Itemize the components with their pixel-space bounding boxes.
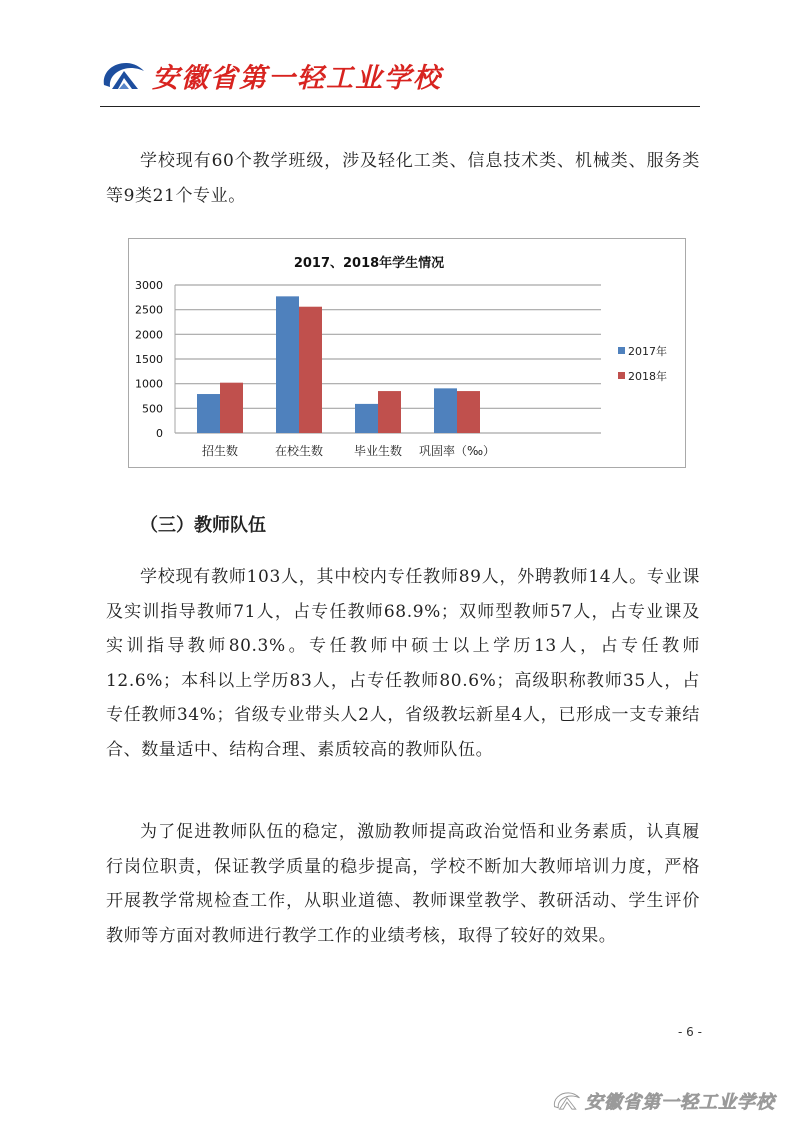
footer-logo-icon [552, 1090, 582, 1112]
bar-2018-3 [457, 391, 480, 433]
legend-label: 2018年 [628, 370, 667, 383]
legend-label: 2017年 [628, 345, 667, 358]
school-logo [100, 56, 442, 95]
chart-canvas [129, 239, 685, 467]
x-category-label: 招生数 [201, 444, 239, 458]
legend-swatch [618, 347, 625, 354]
y-tick-label: 1000 [135, 377, 163, 391]
footer-watermark [552, 1088, 775, 1114]
y-tick-label: 2500 [135, 303, 163, 317]
page-header [100, 50, 700, 105]
bar-2018-1 [299, 307, 322, 433]
x-category-label: 巩固率（‰） [418, 444, 496, 458]
x-category-label: 毕业生数 [353, 444, 403, 458]
chart-title: 2017、2018年学生情况 [293, 256, 445, 271]
school-name: 安徽省第一轻工业学校 [152, 63, 442, 94]
school-logo-icon [100, 59, 148, 93]
y-tick-label: 3000 [135, 279, 163, 292]
bar-2017-2 [355, 404, 378, 433]
student-chart [128, 238, 686, 468]
teachers-paragraph-1: 学校现有教师103人，其中校内专任教师89人，外聘教师14人。专业课及实训指导教师71人，占专任教师68.9%；双师型教师57人，占专业课及实训指导教师80.3%。专任教师中硕士以上学历13人，占专任教师12.6%；本科以上学历83人，占专任教师80.6%；高级职称教师35人，占专任教师34%；省级专业带头人2人，省级教坛新星4人，已形成一支专兼结合、数量适中、结构合理、素质较高的教师队伍。 [106, 567, 700, 760]
footer-school-name: 安徽省第一轻工业学校 [585, 1092, 775, 1113]
page-number: - 6 - [678, 1025, 702, 1039]
legend-swatch [618, 372, 625, 379]
bar-2018-0 [220, 383, 243, 433]
bar-2018-2 [378, 391, 401, 433]
bar-2017-0 [197, 394, 220, 433]
y-tick-label: 1500 [135, 353, 163, 366]
intro-paragraph: 学校现有60个教学班级，涉及轻化工类、信息技术类、机械类、服务类等9类21个专业。 [106, 151, 700, 206]
teachers-paragraph-2: 为了促进教师队伍的稳定，激励教师提高政治觉悟和业务素质，认真履行岗位职责，保证教学质量的稳步提高，学校不断加大教师培训力度，严格开展教学常规检查工作，从职业道德、教师课堂教学、教研活动、学生评价教师等方面对教师进行教学工作的业绩考核，取得了较好的效果。 [106, 822, 700, 946]
header-divider [100, 106, 700, 107]
section-title: （三）教师队伍 [140, 515, 266, 536]
bar-2017-1 [276, 296, 299, 433]
y-tick-label: 500 [142, 402, 163, 416]
y-tick-label: 2000 [135, 328, 163, 342]
bar-2017-3 [434, 388, 457, 433]
x-category-label: 在校生数 [274, 444, 324, 458]
y-tick-label: 0 [156, 427, 163, 440]
